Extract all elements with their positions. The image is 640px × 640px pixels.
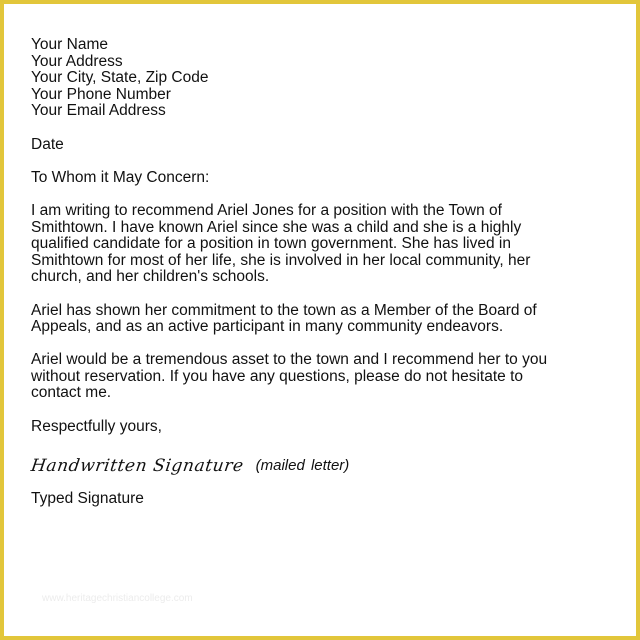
typed-signature: Typed Signature	[31, 490, 144, 508]
paragraph-line: Ariel would be a tremendous asset to the town and I recommend her to you	[31, 351, 548, 369]
paragraph-2	[31, 303, 606, 336]
salutation	[31, 170, 606, 187]
paragraph-line: qualified candidate for a position in town government. She has lived in	[31, 235, 511, 253]
signature-note: (mailed letter)	[255, 456, 350, 474]
salutation-text: To Whom it May Concern:	[31, 168, 210, 186]
date-text: Date	[31, 135, 64, 153]
sender-phone: Your Phone Number	[31, 85, 171, 103]
typed-signature-block	[31, 491, 606, 508]
paragraph-line: Ariel has shown her commitment to the town as a Member of the Board of	[31, 301, 537, 319]
paragraph-3	[31, 352, 606, 402]
paragraph-line: without reservation. If you have any questions, please do not hesitate to	[31, 367, 524, 385]
sender-name: Your Name	[31, 36, 108, 53]
paragraph-line: Smithtown. I have known Ariel since she was a child and she is a highly	[31, 218, 522, 236]
letter-date	[31, 137, 606, 154]
letter-body	[31, 37, 606, 508]
paragraph-line: I am writing to recommend Ariel Jones for a position with the Town of	[31, 201, 502, 219]
closing-text: Respectfully yours,	[31, 417, 162, 435]
sender-city-state-zip: Your City, State, Zip Code	[31, 69, 209, 87]
paragraph-line: Appeals, and as an active participant in many community endeavors.	[31, 318, 504, 336]
closing	[31, 419, 606, 436]
sender-email: Your Email Address	[31, 102, 166, 120]
watermark-text: www.heritagechristiancollege.com	[42, 593, 193, 604]
paragraph-line: Smithtown for most of her life, she is involved in her local community, her	[31, 251, 531, 269]
paragraph-1	[31, 203, 606, 286]
signature-row	[31, 451, 606, 481]
sender-address: Your Address	[31, 52, 123, 70]
paragraph-line: church, and her children's schools.	[31, 268, 270, 286]
sender-block	[31, 37, 606, 120]
handwritten-signature: Handwritten Signature	[29, 455, 246, 476]
paragraph-line: contact me.	[31, 384, 112, 402]
